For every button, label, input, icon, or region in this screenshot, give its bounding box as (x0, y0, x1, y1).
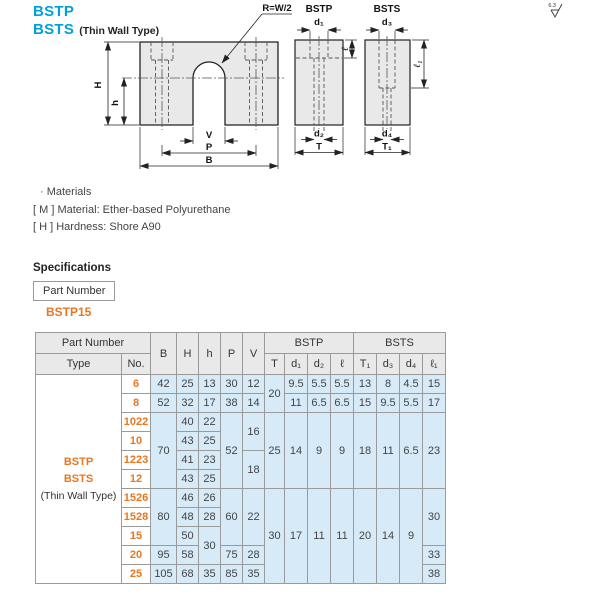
page-title-bsts-row (33, 21, 159, 38)
dimension-label-P: P (205, 142, 213, 153)
part-no-link[interactable]: 1223 (122, 451, 151, 470)
col-header-P: P (221, 333, 243, 375)
cell-l: 11 (331, 489, 354, 584)
col-header-l: ℓ (331, 354, 354, 375)
cell-T: 25 (265, 413, 285, 489)
col-header-part-number: Part Number (36, 333, 151, 354)
page-title-suffix: (Thin Wall Type) (79, 25, 160, 37)
cell-T: 30 (265, 489, 285, 584)
cell-V: 14 (243, 394, 265, 413)
col-group-bsts: BSTS (354, 333, 446, 354)
part-no-link[interactable]: 10 (122, 432, 151, 451)
col-header-d2: d₂ (308, 354, 331, 375)
dimension-label-B: B (205, 155, 213, 166)
cell-H: 43 (177, 432, 199, 451)
page-title-bsts: BSTS (33, 21, 75, 38)
cell-d1: 9.5 (285, 375, 308, 394)
cell-d1: 17 (285, 489, 308, 584)
cell-d2: 6.5 (308, 394, 331, 413)
cell-H: 68 (177, 565, 199, 584)
cell-l1: 17 (423, 394, 446, 413)
col-header-B: B (151, 333, 177, 375)
cell-T1: 18 (354, 413, 377, 489)
cell-B: 52 (151, 394, 177, 413)
part-no-link[interactable]: 20 (122, 546, 151, 565)
view-title-bsts: BSTS (373, 4, 401, 15)
selected-part-number[interactable]: BSTP15 (46, 305, 92, 319)
materials-hardness-line: [ H ] Hardness: Shore A90 (33, 221, 161, 233)
cell-V: 22 (243, 489, 265, 546)
cell-l: 9 (331, 413, 354, 489)
cell-V: 35 (243, 565, 265, 584)
dimension-label-T: T (316, 141, 322, 153)
surface-roughness-icon (548, 3, 562, 17)
cell-h: 30 (199, 527, 221, 565)
cell-h: 17 (199, 394, 221, 413)
cell-B: 95 (151, 546, 177, 565)
cell-H: 58 (177, 546, 199, 565)
type-bsts: BSTS (63, 472, 94, 485)
cell-l1: 15 (423, 375, 446, 394)
cell-T1: 20 (354, 489, 377, 584)
cell-V: 18 (243, 451, 265, 489)
cell-d1: 14 (285, 413, 308, 489)
cell-l1: 33 (423, 546, 446, 565)
cell-H: 48 (177, 508, 199, 527)
cell-B: 42 (151, 375, 177, 394)
cell-B: 80 (151, 489, 177, 546)
part-no-link[interactable]: 15 (122, 527, 151, 546)
cell-H: 43 (177, 470, 199, 489)
cell-l: 5.5 (331, 375, 354, 394)
col-group-bstp: BSTP (265, 333, 354, 354)
cell-T1: 13 (354, 375, 377, 394)
cell-h: 25 (199, 470, 221, 489)
cell-P: 38 (221, 394, 243, 413)
cell-V: 16 (243, 413, 265, 451)
type-cell (36, 375, 122, 584)
cell-h: 26 (199, 489, 221, 508)
cell-d2: 9 (308, 413, 331, 489)
col-header-l1: ℓ₁ (423, 354, 446, 375)
cell-d2: 11 (308, 489, 331, 584)
dimension-label-l1: ℓ₁ (413, 60, 423, 68)
dimension-label-R: R=W/2 (262, 3, 292, 14)
cell-V: 28 (243, 546, 265, 565)
page-title-bstp: BSTP (33, 3, 75, 20)
dimension-label-T1: T₁ (382, 141, 392, 153)
cell-d4: 6.5 (400, 413, 423, 489)
part-no-link[interactable]: 6 (122, 375, 151, 394)
cell-l1: 23 (423, 413, 446, 489)
part-no-link[interactable]: 25 (122, 565, 151, 584)
cell-T1: 15 (354, 394, 377, 413)
dimension-label-V: V (205, 130, 213, 141)
cell-h: 25 (199, 432, 221, 451)
col-header-T1: T₁ (354, 354, 377, 375)
cell-d3: 14 (377, 489, 400, 584)
specifications-heading: Specifications (33, 262, 111, 274)
dimension-label-d3: d₃ (381, 17, 393, 28)
front-view-body (140, 42, 278, 125)
cell-h: 28 (199, 508, 221, 527)
cell-d3: 11 (377, 413, 400, 489)
col-header-V: V (243, 333, 265, 375)
dimension-label-d4: d₄ (381, 128, 393, 140)
cell-d4: 4.5 (400, 375, 423, 394)
part-no-link[interactable]: 12 (122, 470, 151, 489)
cell-l1: 38 (423, 565, 446, 584)
col-header-no: No. (122, 354, 151, 375)
roughness-value: 6.3 (548, 3, 556, 9)
part-no-link[interactable]: 1528 (122, 508, 151, 527)
cell-H: 50 (177, 527, 199, 546)
col-header-H: H (177, 333, 199, 375)
col-header-h: h (199, 333, 221, 375)
cell-h: 23 (199, 451, 221, 470)
cell-B: 105 (151, 565, 177, 584)
cell-h: 13 (199, 375, 221, 394)
cell-V: 12 (243, 375, 265, 394)
cell-P: 75 (221, 546, 243, 565)
col-header-d4: d₄ (400, 354, 423, 375)
cell-P: 60 (221, 489, 243, 546)
part-no-link[interactable]: 1022 (122, 413, 151, 432)
dimension-label-h: h (110, 100, 121, 106)
type-bstp: BSTP (63, 455, 94, 468)
cell-P: 52 (221, 413, 243, 489)
cell-P: 30 (221, 375, 243, 394)
cell-H: 25 (177, 375, 199, 394)
cell-T: 20 (265, 375, 285, 413)
part-no-link[interactable]: 8 (122, 394, 151, 413)
specifications-table (35, 332, 446, 584)
cell-H: 46 (177, 489, 199, 508)
col-header-d1: d₁ (285, 354, 308, 375)
dimension-label-H: H (93, 81, 104, 89)
view-title-bstp: BSTP (305, 4, 333, 15)
cell-l1: 30 (423, 489, 446, 546)
dimension-label-d2: d₂ (313, 128, 325, 140)
materials-heading: · Materials (40, 186, 92, 198)
cell-d4: 5.5 (400, 394, 423, 413)
cell-H: 32 (177, 394, 199, 413)
type-thin-wall: (Thin Wall Type) (40, 489, 117, 502)
dimension-label-l: ℓ (341, 46, 351, 52)
materials-material-line: [ M ] Material: Ether-based Polyurethane (33, 204, 231, 216)
col-header-T: T (265, 354, 285, 375)
cell-B: 70 (151, 413, 177, 489)
cell-H: 40 (177, 413, 199, 432)
cell-l: 6.5 (331, 394, 354, 413)
col-header-type: Type (36, 354, 122, 375)
part-no-link[interactable]: 1526 (122, 489, 151, 508)
cell-d2: 5.5 (308, 375, 331, 394)
table-row (36, 375, 446, 394)
cell-d1: 11 (285, 394, 308, 413)
cell-H: 41 (177, 451, 199, 470)
cell-P: 85 (221, 565, 243, 584)
col-header-d3: d₃ (377, 354, 400, 375)
cell-d3: 8 (377, 375, 400, 394)
cell-h: 22 (199, 413, 221, 432)
bsts-view-body (365, 40, 410, 125)
cell-d4: 9 (400, 489, 423, 584)
cell-h: 35 (199, 565, 221, 584)
part-number-box: Part Number (33, 281, 115, 301)
dimension-label-d1: d₁ (314, 17, 324, 28)
cell-d3: 9.5 (377, 394, 400, 413)
